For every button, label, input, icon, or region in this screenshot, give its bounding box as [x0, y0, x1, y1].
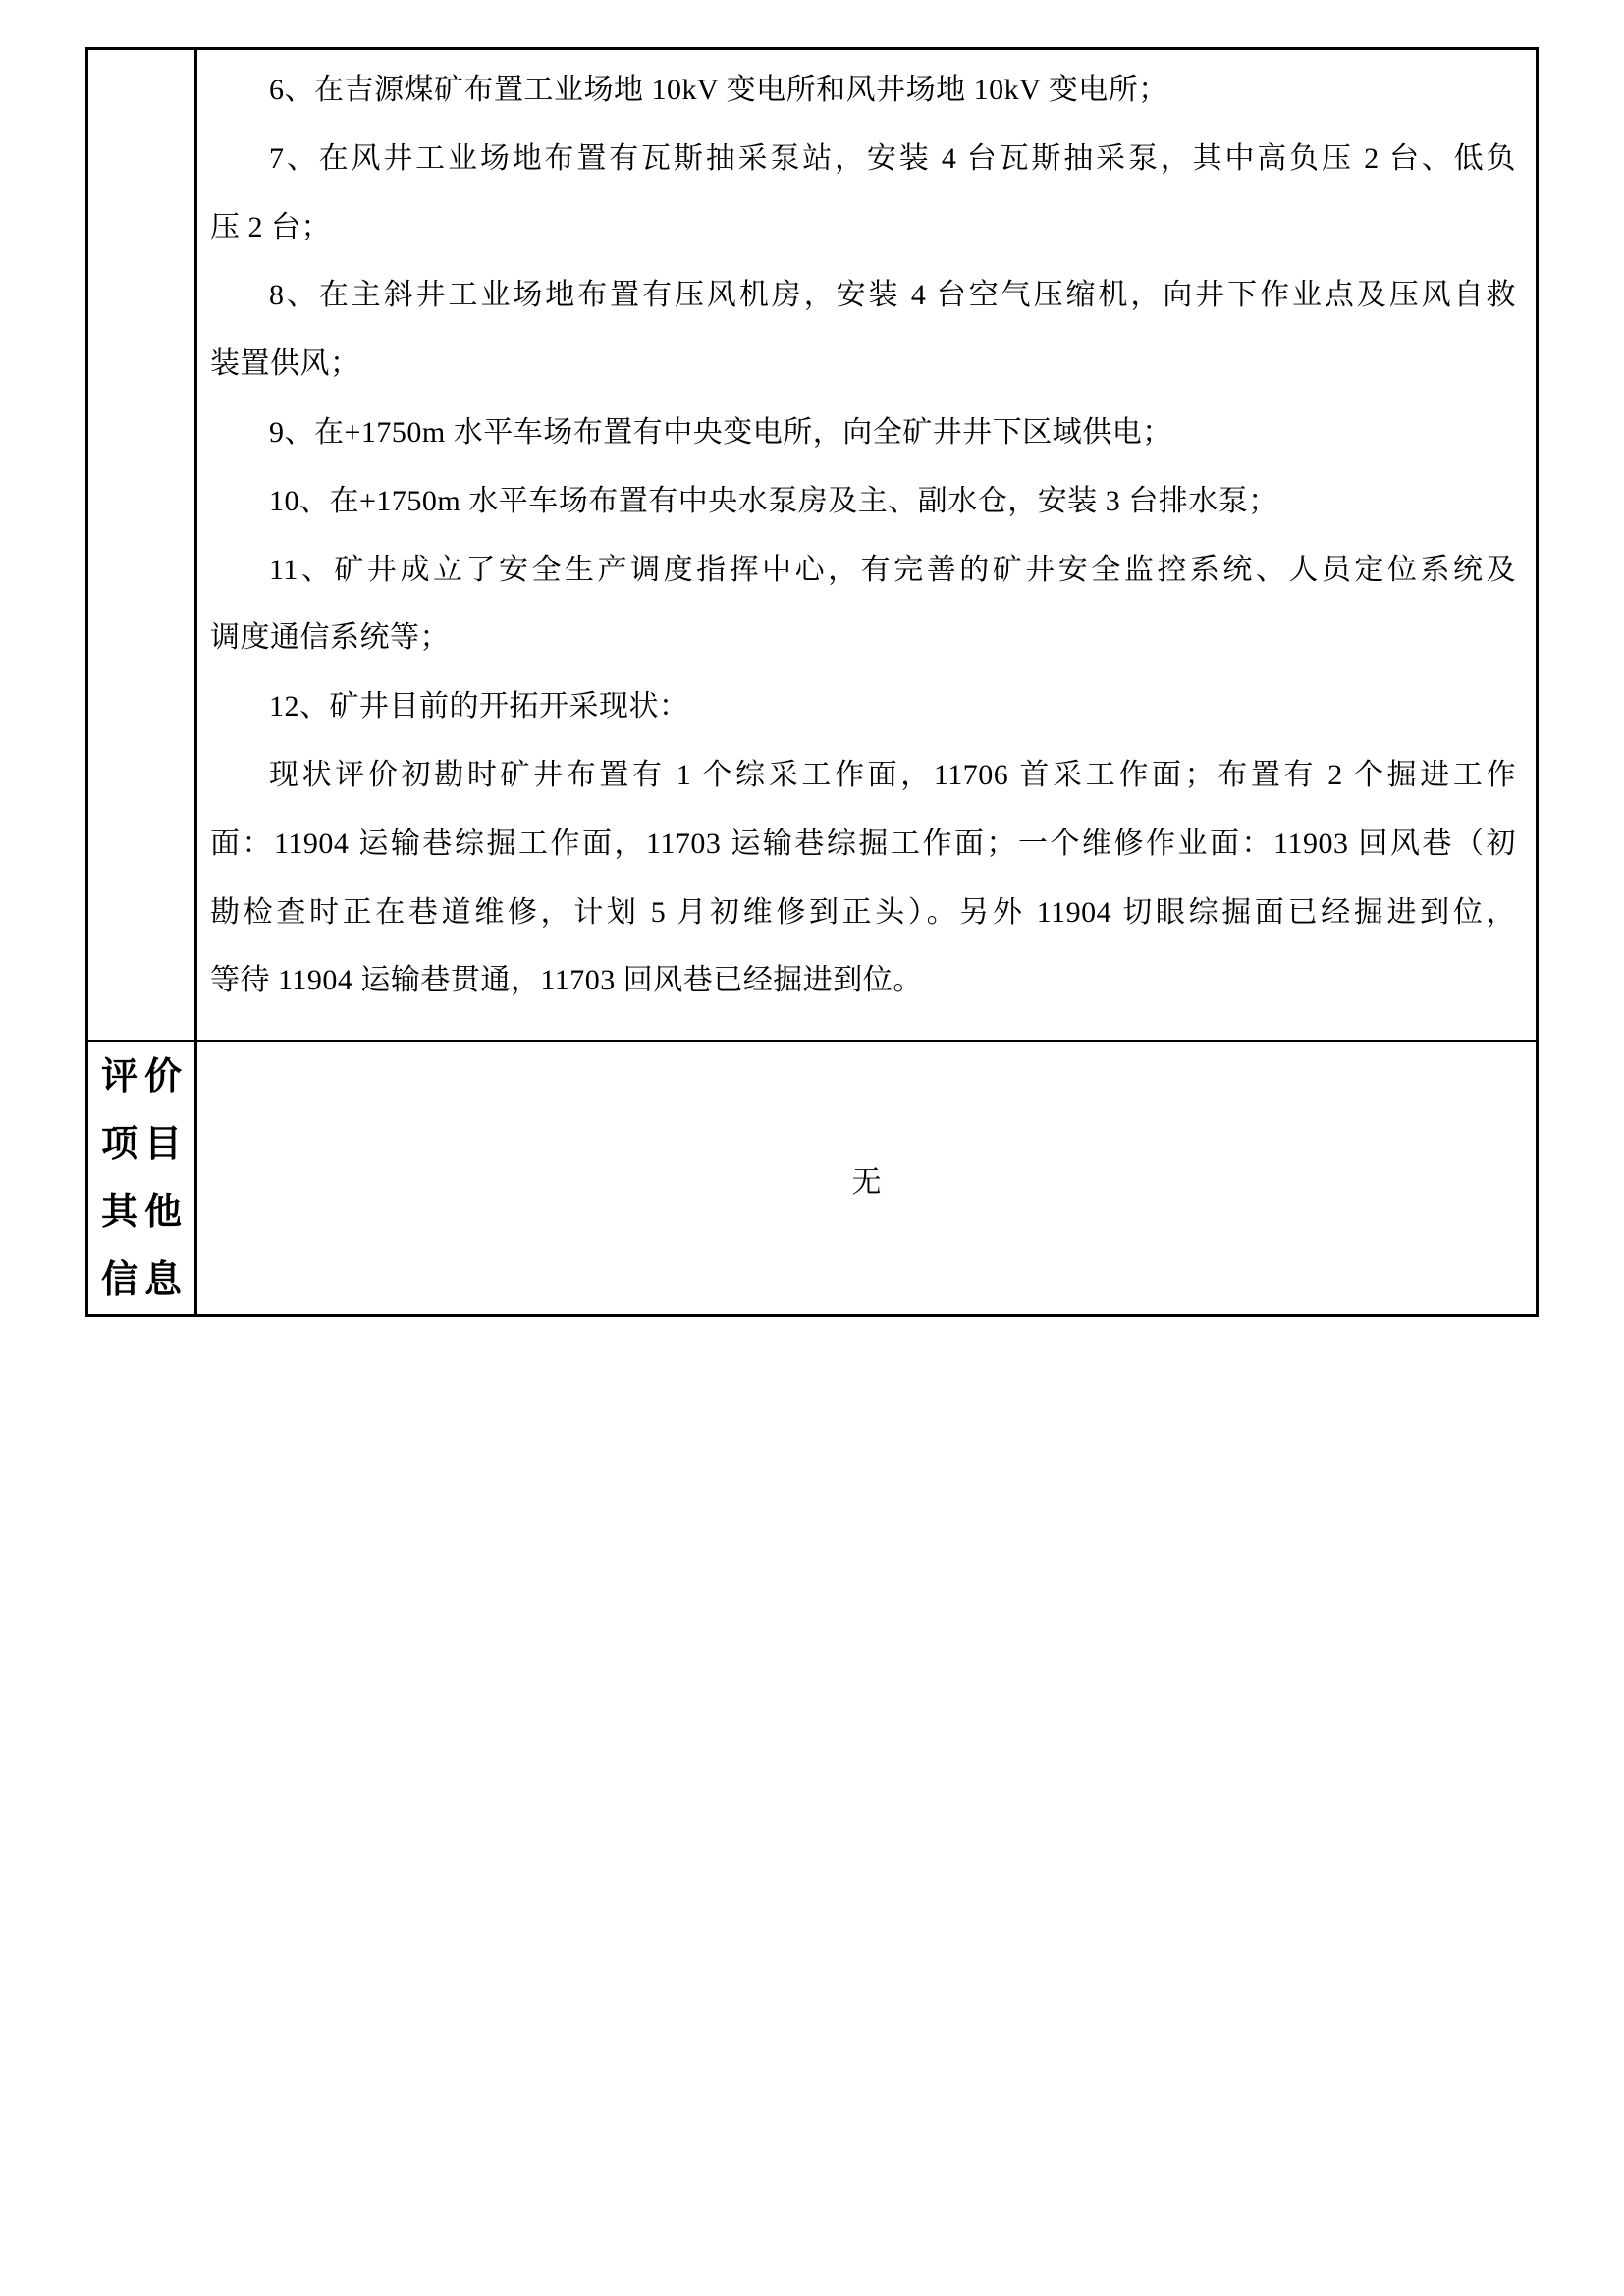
- mine-status-text: [197, 50, 1536, 1015]
- other-info-header-line: 信息: [100, 1258, 188, 1301]
- text-line: 面：11904 运输巷综掘工作面，11703 运输巷综掘工作面；一个维修作业面：11903 回风巷（初: [210, 827, 1516, 860]
- text-line: 6、在吉源煤矿布置工业场地 10kV 变电所和风井场地 10kV 变电所；: [269, 74, 1168, 106]
- other-info-header-line: 评价: [100, 1055, 188, 1097]
- text-line: 7、在风井工业场地布置有瓦斯抽采泵站，安装 4 台瓦斯抽采泵，其中高负压 2 台、低负: [269, 141, 1516, 175]
- text-line: 勘检查时正在巷道维修，计划 5 月初维修到正头）。另外 11904 切眼综掘面已经掘进到位，: [210, 895, 1516, 929]
- table-row-other-info: [88, 1042, 1536, 1314]
- text-line: 11、矿井成立了安全生产调度指挥中心，有完善的矿井安全监控系统、人员定位系统及: [269, 553, 1516, 586]
- text-line: 装置供风；: [210, 347, 360, 381]
- table-row-main: [88, 50, 1536, 1042]
- main-row-label-cell: [88, 50, 197, 1040]
- other-info-value: 无: [851, 1165, 882, 1199]
- text-line: 压 2 台；: [210, 210, 331, 243]
- other-info-content-cell: [197, 1042, 1536, 1314]
- text-line: 调度通信系统等；: [210, 621, 450, 655]
- other-info-header-line: 其他: [100, 1191, 188, 1233]
- text-line: 等待 11904 运输巷贯通，11703 回风巷已经掘进到位。: [210, 964, 923, 997]
- evaluation-table: [85, 47, 1539, 1317]
- other-info-header-cell: [88, 1042, 197, 1314]
- text-line: 9、在+1750m 水平车场布置有中央变电所，向全矿井井下区域供电；: [269, 415, 1172, 449]
- other-info-header-line: 项目: [100, 1123, 188, 1165]
- main-row-content-cell: [197, 50, 1536, 1040]
- text-line: 8、在主斜井工业场地布置有压风机房，安装 4 台空气压缩机，向井下作业点及压风自救: [269, 279, 1516, 312]
- text-line: 10、在+1750m 水平车场布置有中央水泵房及主、副水仓，安装 3 台排水泵；: [269, 484, 1278, 517]
- text-line: 现状评价初勘时矿井布置有 1 个综采工作面，11706 首采工作面；布置有 2 个掘进工作: [269, 758, 1516, 791]
- text-line: 12、矿井目前的开拓开采现状：: [269, 690, 689, 723]
